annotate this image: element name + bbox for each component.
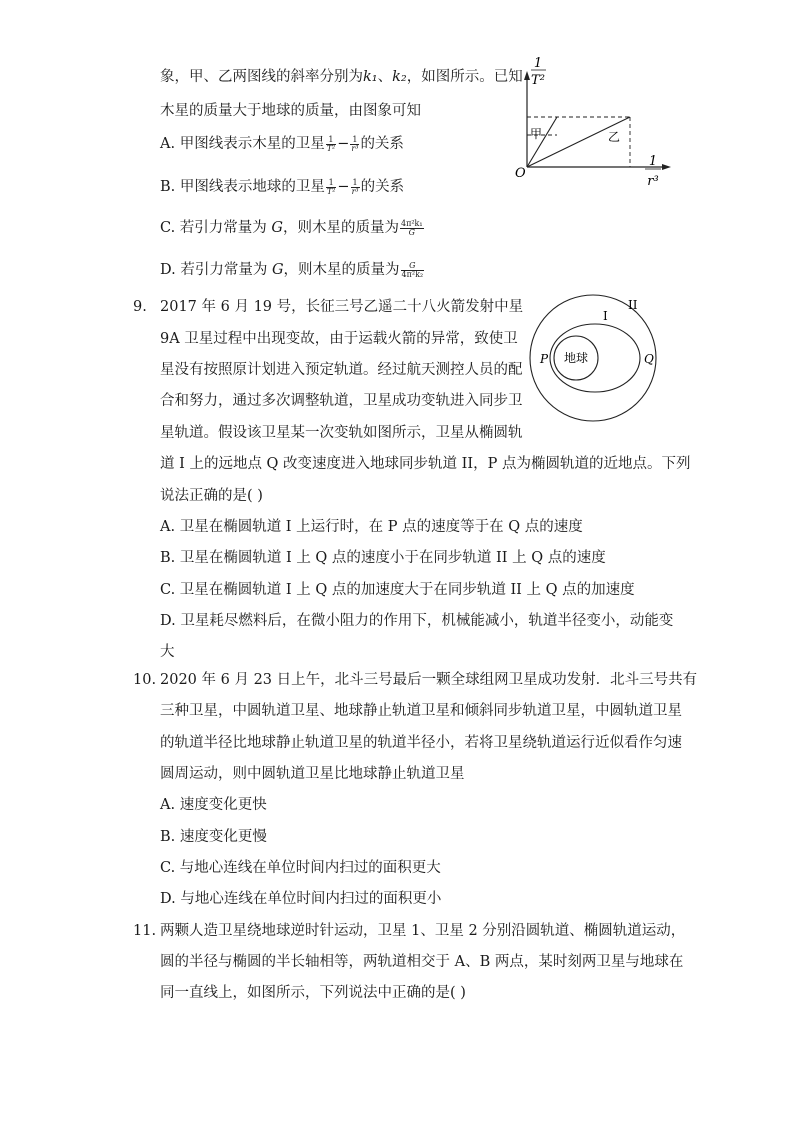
- q9-line-1: 2017 年 6 月 19 号，长征三号乙遥二十八火箭发射中星: [160, 299, 524, 315]
- q11-line-3: 同一直线上，如图所示，下列说法中正确的是( ): [160, 985, 466, 1001]
- q9-option-c: C. 卫星在椭圆轨道 I 上 Q 点的加速度大于在同步轨道 II 上 Q 点的加速度: [160, 582, 635, 598]
- q9-line-5: 星轨道。假设该卫星某一次变轨如图所示，卫星从椭圆轨: [160, 425, 523, 441]
- q8-graph: [505, 55, 675, 195]
- q8-line-2: 木星的质量大于地球的质量，由图象可知: [160, 103, 421, 119]
- q9-option-d-cont: 大: [160, 644, 175, 660]
- q10-line-1: 2020 年 6 月 23 日上午，北斗三号最后一颗全球组网卫星成功发射．北斗三号共有: [160, 672, 698, 688]
- graph-x-den: r³: [647, 174, 659, 189]
- orbit-label-i: I: [603, 309, 608, 323]
- q8-option-c: C. 若引力常量为 G，则木星的质量为 $\frac{\text{4π²k₁}}{G}$: [160, 218, 423, 237]
- orbit-label-ii: II: [628, 298, 638, 312]
- q11-line-1: 两颗人造卫星绕地球逆时针运动，卫星 1、卫星 2 分别沿圆轨道、椭圆轨道运动，: [160, 923, 686, 939]
- q9-option-d: D. 卫星耗尽燃料后，在微小阻力的作用下，机械能减小，轨道半径变小，动能变: [160, 613, 674, 629]
- q8-line-1: 象，甲、乙两图线的斜率分别为k₁、k₂，如图所示。已知: [160, 69, 523, 85]
- q10-line-4: 圆周运动，则中圆轨道卫星比地球静止轨道卫星: [160, 766, 465, 782]
- graph-label-jia: 甲: [530, 127, 543, 141]
- q9-option-b: B. 卫星在椭圆轨道 I 上 Q 点的速度小于在同步轨道 II 上 Q 点的速度: [160, 550, 606, 566]
- q9-line-3: 星没有按照原计划进入预定轨道。经过航天测控人员的配: [160, 362, 523, 378]
- q10-option-a: A. 速度变化更快: [160, 797, 267, 813]
- q8-option-a: A. 甲图线表示木星的卫星 $\frac{1}{\text{T²}}$ − $\frac{1}{\text{r³}}$ 的关系: [160, 134, 404, 153]
- q9-line-2: 9A 卫星过程中出现变故，由于运载火箭的异常，致使卫: [160, 331, 518, 347]
- graph-label-yi: 乙: [608, 130, 621, 144]
- q8-option-d: D. 若引力常量为 G，则木星的质量为 $\frac{G}{\text{4π²k₂}}$: [160, 260, 424, 279]
- q9-option-a: A. 卫星在椭圆轨道 I 上运行时，在 P 点的速度等于在 Q 点的速度: [160, 519, 583, 535]
- graph-y-num: 1: [533, 56, 543, 71]
- q8-option-b: B. 甲图线表示地球的卫星 $\frac{1}{\text{T²}}$ − $\frac{1}{\text{r³}}$ 的关系: [160, 177, 405, 196]
- orbit-earth-label: 地球: [563, 351, 589, 365]
- graph-x-num: 1: [648, 154, 658, 169]
- orbit-label-q: Q: [644, 352, 654, 366]
- q9-line-7: 说法正确的是( ): [160, 488, 263, 504]
- q9-line-4: 合和努力，通过多次调整轨道，卫星成功变轨进入同步卫: [160, 393, 523, 409]
- q9-line-6: 道 I 上的远地点 Q 改变速度进入地球同步轨道 II，P 点为椭圆轨道的近地点。下列: [160, 456, 691, 472]
- orbit-label-p: P: [540, 352, 549, 366]
- q9-orbit-diagram: [517, 293, 669, 423]
- q11-number: 11.: [133, 923, 157, 939]
- graph-y-den: T²: [531, 73, 545, 88]
- q10-option-b: B. 速度变化更慢: [160, 829, 267, 845]
- q9-number: 9.: [133, 299, 147, 315]
- q11-line-2: 圆的半径与椭圆的半长轴相等，两轨道相交于 A、B 两点，某时刻两卫星与地球在: [160, 954, 684, 970]
- q10-line-2: 三种卫星，中圆轨道卫星、地球静止轨道卫星和倾斜同步轨道卫星，中圆轨道卫星: [160, 703, 682, 719]
- q10-option-d: D. 与地心连线在单位时间内扫过的面积更小: [160, 891, 442, 907]
- q10-line-3: 的轨道半径比地球静止轨道卫星的轨道半径小，若将卫星绕轨道运行近似看作匀速: [160, 735, 682, 751]
- q10-number: 10.: [133, 672, 157, 688]
- graph-origin: O: [515, 166, 526, 181]
- q10-option-c: C. 与地心连线在单位时间内扫过的面积更大: [160, 860, 441, 876]
